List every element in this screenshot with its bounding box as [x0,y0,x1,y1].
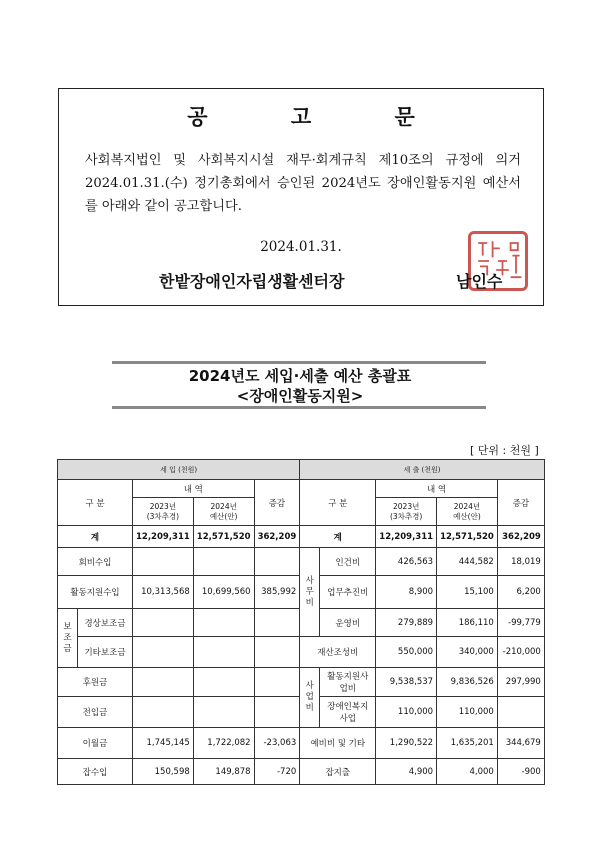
expense-2024: 15,100 [437,576,498,609]
income-2024 [193,637,254,668]
income-total-2023: 12,209,311 [133,526,194,548]
income-2023 [133,548,194,576]
income-2024 [193,609,254,637]
income-col-gubun: 구 분 [58,480,133,526]
income-col-2023: 2023년 (3차추경) [133,498,194,526]
expense-2024: 9,836,526 [437,668,498,697]
income-2023 [133,637,194,668]
expense-diff: 297,990 [497,668,544,697]
income-2023 [133,609,194,637]
income-2024 [193,668,254,697]
income-total-diff: 362,209 [254,526,300,548]
income-diff: 385,992 [254,576,300,609]
notice-box [58,88,544,306]
expense-2023: 426,563 [376,548,437,576]
expense-diff: 6,200 [497,576,544,609]
income-diff: -720 [254,759,300,785]
income-group-bojo-label: 보조금 [63,621,72,654]
notice-body: 사회복지법인 및 사회복지시설 재무·회계규칙 제10조의 규정에 의거 2024.01.31.(수) 정기총회에서 승인된 2024년도 장애인활동지원 예산서를 아래와 같이 공고합니다. [85,153,521,214]
income-2024: 10,699,560 [193,576,254,609]
income-2023: 1,745,145 [133,728,194,759]
income-2023: 150,598 [133,759,194,785]
income-total-label: 계 [58,526,133,548]
unit-label: [ 단위 : 천원 ] [470,444,539,457]
income-header: 세 입 (천원) [58,460,300,480]
notice-signer-name: 남인수 [456,272,503,291]
expense-2024: 1,635,201 [437,728,498,759]
expense-group-saeop [300,668,320,728]
income-diff [254,548,300,576]
expense-2023: 110,000 [376,697,437,728]
income-2023: 10,313,568 [133,576,194,609]
income-label: 전입금 [58,697,133,728]
expense-label: 업무추진비 [320,576,376,609]
budget-title: 2024년도 세입·세출 예산 총괄표 [188,367,412,385]
expense-diff: -210,000 [497,637,544,668]
expense-2023: 1,290,522 [376,728,437,759]
income-col-detail: 내 역 [133,480,255,498]
expense-2024: 110,000 [437,697,498,728]
income-label: 잡수입 [58,759,133,785]
expense-total-2023: 12,209,311 [376,526,437,548]
expense-total-diff: 362,209 [497,526,544,548]
expense-total-2024: 12,571,520 [437,526,498,548]
income-2024 [193,548,254,576]
expense-label: 재산조성비 [300,637,376,668]
expense-label: 예비비 및 기타 [300,728,376,759]
income-col-diff: 증감 [254,480,300,526]
income-2024 [193,697,254,728]
expense-diff: -99,779 [497,609,544,637]
expense-2023: 550,000 [376,637,437,668]
income-2024: 149,878 [193,759,254,785]
expense-diff: -900 [497,759,544,785]
expense-col-gubun: 구 분 [300,480,376,526]
notice-date: 2024.01.31. [260,239,342,255]
expense-col-2023: 2023년 (3차추경) [376,498,437,526]
budget-subtitle: <장애인활동지원> [236,387,364,405]
expense-label: 잡지출 [300,759,376,785]
expense-label: 인건비 [320,548,376,576]
expense-2023: 4,900 [376,759,437,785]
income-2023 [133,697,194,728]
expense-group-samu-label: 사무비 [305,575,314,608]
income-label: 후원금 [58,668,133,697]
income-col-2024: 2024년 예산(안) [193,498,254,526]
expense-diff: 18,019 [497,548,544,576]
income-total-2024: 12,571,520 [193,526,254,548]
title-rule-top [112,361,486,364]
budget-table [57,459,545,785]
income-label: 기타보조금 [78,637,133,668]
expense-col-detail: 내 역 [376,480,498,498]
expense-group-saeop-label: 사업비 [305,681,314,713]
income-label: 활동지원수입 [58,576,133,609]
expense-2023: 9,538,537 [376,668,437,697]
expense-2024: 186,110 [437,609,498,637]
expense-total-label: 계 [300,526,376,548]
income-2024: 1,722,082 [193,728,254,759]
expense-diff [497,697,544,728]
expense-label: 장애인복지사업 [320,697,376,728]
income-diff: -23,063 [254,728,300,759]
expense-2023: 8,900 [376,576,437,609]
income-diff [254,637,300,668]
income-group-bojo [58,609,78,668]
income-label: 회비수입 [58,548,133,576]
expense-col-diff: 증감 [497,480,544,526]
expense-group-samu [300,548,320,637]
title-rule-bottom [112,406,486,409]
income-diff [254,609,300,637]
expense-label: 활동지원사업비 [320,668,376,697]
expense-diff: 344,679 [497,728,544,759]
expense-label: 운영비 [320,609,376,637]
notice-signer: 한밭장애인자립생활센터장 [159,272,345,291]
notice-title: 공 고 문 [187,105,453,129]
income-diff [254,697,300,728]
income-2023 [133,668,194,697]
income-diff [254,668,300,697]
expense-col-2024: 2024년 예산(안) [437,498,498,526]
expense-2023: 279,889 [376,609,437,637]
expense-2024: 340,000 [437,637,498,668]
expense-2024: 444,582 [437,548,498,576]
income-label: 경상보조금 [78,609,133,637]
expense-header: 세 출 (천원) [300,460,545,480]
expense-2024: 4,000 [437,759,498,785]
income-label: 이월금 [58,728,133,759]
